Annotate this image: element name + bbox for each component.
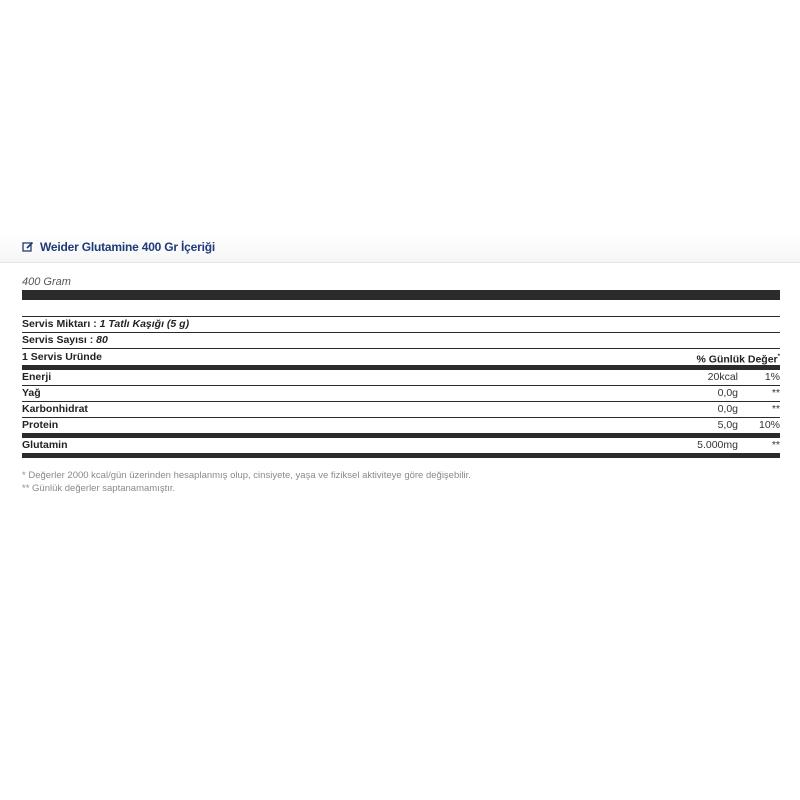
nutrient-daily: **: [771, 403, 780, 415]
footnotes: [22, 469, 471, 495]
nutrient-amount: 5.000mg: [697, 439, 738, 451]
nutrient-daily: 10%: [758, 419, 780, 431]
servings-value: 80: [96, 334, 108, 346]
divider-thick: [22, 290, 780, 300]
nutrient-name: Glutamin: [22, 439, 68, 451]
servings-row: [22, 333, 780, 348]
nutrient-row-protein: [22, 418, 780, 433]
nutrient-daily: **: [771, 439, 780, 451]
daily-value-header: % Günlük Değer: [696, 353, 778, 366]
nutrient-amount: 0,0g: [717, 403, 738, 415]
nutrient-name: Yağ: [22, 387, 41, 399]
nutrient-daily: 1%: [764, 371, 780, 383]
nutrient-name: Protein: [22, 419, 59, 431]
nutrient-name: Karbonhidrat: [22, 403, 88, 415]
column-header-row: [22, 349, 780, 365]
nutrient-name: Enerji: [22, 371, 52, 383]
nutrient-amount: 5,0g: [717, 419, 738, 431]
nutrient-amount: 0,0g: [717, 387, 738, 399]
nutrient-row-fat: [22, 386, 780, 401]
serving-size-row: [22, 317, 780, 332]
divider-medium: [22, 453, 780, 458]
daily-value-marker: *: [777, 354, 780, 360]
edit-icon: [22, 241, 34, 253]
nutrient-row-carbohydrate: [22, 402, 780, 417]
section-header: [0, 232, 800, 263]
servings-label: Servis Sayısı :: [22, 334, 97, 346]
package-weight: 400 Gram: [22, 276, 71, 288]
nutrient-amount: 20kcal: [707, 371, 738, 383]
footnote-daily-value: * Değerler 2000 kcal/gün üzerinden hesaplanmış olup, cinsiyete, yaşa ve fiziksel aktiviteye göre değişebilir.: [22, 470, 471, 481]
section-title: Weider Glutamine 400 Gr İçeriği: [40, 240, 215, 254]
nutrient-daily: **: [771, 387, 780, 399]
footnote-undetermined: ** Günlük değerler saptanamamıştır.: [22, 483, 176, 494]
nutrient-row-energy: [22, 370, 780, 385]
per-serving-header: 1 Servis Uründe: [22, 351, 102, 363]
nutrient-row-glutamine: [22, 438, 780, 453]
serving-size-label: Servis Miktarı :: [22, 318, 100, 330]
nutrition-facts-label: [22, 272, 780, 458]
serving-size-value: 1 Tatlı Kaşığı (5 g): [99, 318, 190, 330]
